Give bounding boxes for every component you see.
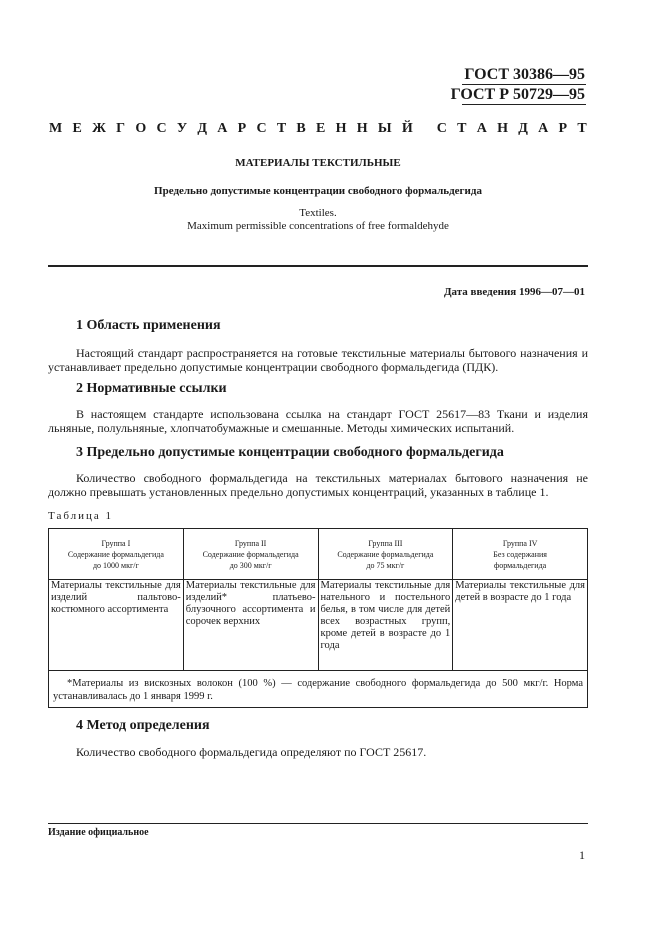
standard-type-letter: Е [316,121,326,136]
table-cell: Материалы текстильные для нательного и постельного белья, в том числе для детей всех возрастных групп, кроме детей в возрасте до 1 года [318,580,453,671]
section-3-heading: 3 Предельно допустимые концентрации свободного формальдегида [76,445,504,460]
standard-type-letter: М [49,121,63,136]
standard-type-letter: Н [335,121,347,136]
standard-type-letter: Т [457,121,467,136]
standard-type-letter: Ы [377,121,392,136]
table-header-row [49,529,588,580]
document-title: МАТЕРИАЛЫ ТЕКСТИЛЬНЫЕ [235,157,401,169]
section-1-heading: 1 Область применения [76,318,221,333]
standard-type-letter: Д [197,121,208,136]
table-note-row [49,671,588,708]
table-cell: Материалы текстильные для детей в возрасте до 1 года [453,580,588,671]
section-4-text: Количество свободного формальдегида определяют по ГОСТ 25617. [76,745,427,759]
standard-type-letter [423,121,427,137]
standard-type-letter: Д [518,121,528,136]
standard-type-letter: Й [401,121,413,136]
table-cell: Материалы текстильные для изделий пальтово-костюмного ассортимента [49,580,184,671]
standard-type-letter: А [217,121,228,136]
footer-divider [48,823,588,824]
standard-type-letter: Е [72,121,82,136]
standard-type-letter: Р [558,121,568,136]
edition-label: Издание официальное [48,827,149,838]
gost-underline-1 [462,84,586,85]
table-header-cell: Группа I Содержание формальдегида до 1000 мкг/г [49,529,184,580]
standard-type-letter: Т [276,121,287,136]
standard-type-letter: О [135,121,147,136]
standard-type-letter: Р [237,121,247,136]
section-4-heading: 4 Метод определения [76,718,210,733]
standard-type-letter: Г [116,121,126,136]
standard-type-letter: С [256,121,267,136]
document-subtitle: Предельно допустимые концентрации свободного формальдегида [154,185,482,197]
introduction-date: Дата введения 1996—07—01 [443,286,585,298]
standard-type-letter: Т [577,121,587,136]
table-header-cell: Группа IV Без содержания формальдегида [453,529,588,580]
table-caption: Таблица 1 [48,510,114,522]
gost-number-2: ГОСТ Р 50729—95 [450,86,585,103]
standard-type-letter: Н [356,121,368,136]
table-row [49,580,588,671]
standard-type-letter: Н [497,121,509,136]
standard-type-letter: В [296,121,306,136]
standard-type-letter: Ж [92,121,106,136]
table-header-cell: Группа II Содержание формальдегида до 300 мкг/г [183,529,318,580]
gost-number-1: ГОСТ 30386—95 [464,66,585,83]
table-footnote: *Материалы из вискозных волокон (100 %) — содержание свободного формальдегида до 500 мкг/г. Норма устанавливалась до 1 января 1999 г. [49,671,588,708]
table-cell: Материалы текстильные для изделий* платьево-блузочного ассортимента и сорочек верхних [183,580,318,671]
standard-type-letter: У [176,121,188,136]
section-1-text: Настоящий стандарт распространяется на готовые текстильные материалы бытового назначения и устанавливает предельно допустимые концентрации свободного формальдегида (ПДК). [48,346,588,374]
page-number: 1 [579,848,585,862]
section-3-text: Количество свободного формальдегида на текстильных материалах бытового назначения не должно превышать установленных предельно допустимых концентраций, указанных в таблице 1. [48,471,588,499]
standard-type-letter: С [156,121,167,136]
standard-type-letter: А [538,121,549,136]
section-2-text: В настоящем стандарте использована ссылка на стандарт ГОСТ 25617—83 Ткани и изделия льняные, полульняные, хлопчатобумажные и смешанные. Методы химических испытаний. [48,407,588,435]
english-title-line1: Textiles. [299,207,337,219]
title-divider [48,265,588,267]
section-2-heading: 2 Нормативные ссылки [76,381,227,396]
standard-type-letter: С [436,121,447,136]
english-title-line2: Maximum permissible concentrations of free formaldehyde [187,220,449,232]
concentration-table [48,528,588,708]
standard-type-heading [49,121,587,137]
gost-underline-2 [462,104,586,105]
standard-type-letter: А [476,121,487,136]
table-header-cell: Группа III Содержание формальдегида до 75 мкг/г [318,529,453,580]
